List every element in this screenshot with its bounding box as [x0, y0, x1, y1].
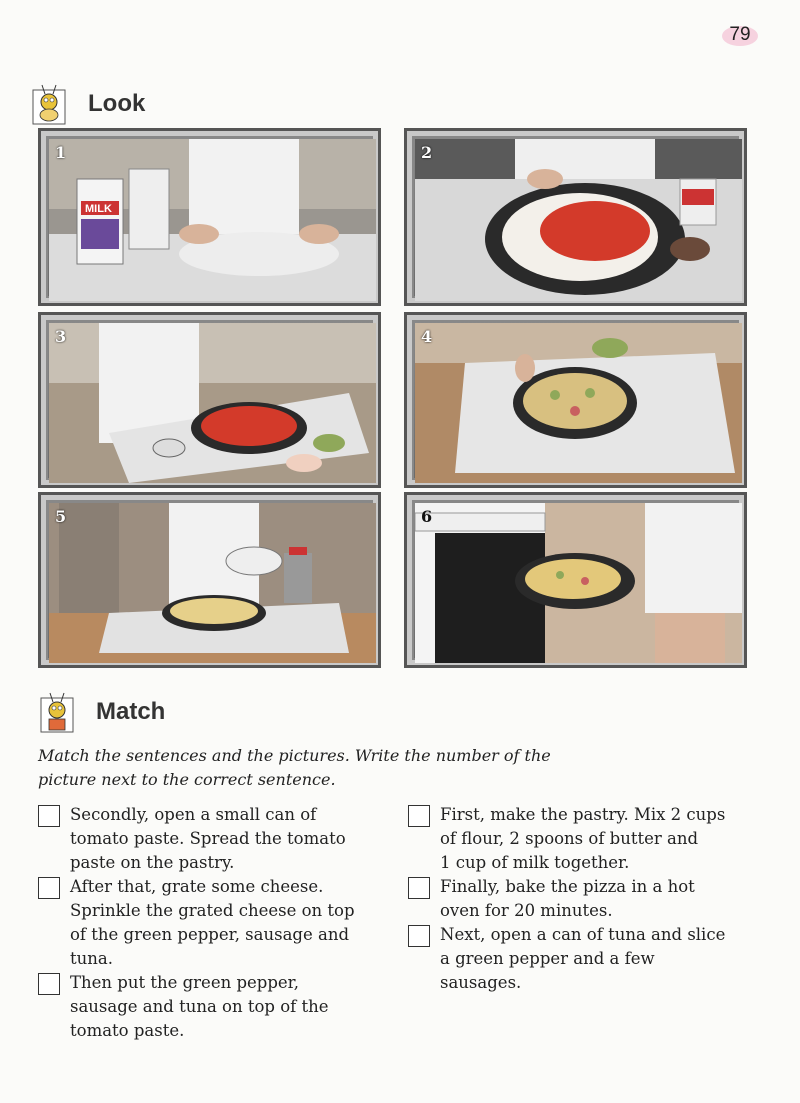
baking-pizza-oven-photo	[415, 503, 742, 663]
answer-checkbox[interactable]	[408, 877, 430, 899]
answer-checkbox[interactable]	[38, 877, 60, 899]
photo-number: 1	[55, 143, 67, 162]
photo-number: 5	[55, 507, 67, 526]
match-item	[38, 971, 378, 1043]
match-item	[38, 875, 378, 971]
match-sentence: First, make the pastry. Mix 2 cups of flour, 2 spoons of butter and 1 cup of milk together.	[440, 805, 726, 872]
answer-checkbox[interactable]	[408, 805, 430, 827]
look-section-header	[32, 82, 145, 126]
milk-carton-label: MILK	[85, 203, 112, 215]
match-sentence: Secondly, open a small can of tomato paste. Spread the tomato paste on the pastry.	[70, 805, 346, 872]
photo-2	[404, 128, 747, 306]
photo-1	[38, 128, 381, 306]
spreading-tomato-paste-photo	[415, 139, 742, 301]
photo-5	[38, 492, 381, 668]
answer-checkbox[interactable]	[38, 805, 60, 827]
photo-3	[38, 312, 381, 488]
photo-number: 6	[421, 507, 433, 526]
match-sentence: Then put the green pepper, sausage and tuna on top of the tomato paste.	[70, 973, 329, 1040]
match-instructions: Match the sentences and the pictures. Write the number of the picture next to the correct sentence.	[38, 746, 551, 789]
cricket-mascot-icon	[32, 82, 66, 126]
match-section-header	[40, 690, 165, 734]
adding-toppings-photo	[415, 323, 742, 483]
answer-checkbox[interactable]	[38, 973, 60, 995]
photo-number: 3	[55, 327, 67, 346]
sprinkling-cheese-photo	[49, 503, 376, 663]
match-sentence: Next, open a can of tuna and slice a green pepper and a few sausages.	[440, 925, 726, 992]
look-title: Look	[88, 90, 146, 117]
mixing-dough-photo	[49, 139, 376, 301]
match-item	[408, 803, 768, 875]
match-title: Match	[96, 698, 166, 725]
match-sentence: After that, grate some cheese. Sprinkle the grated cheese on top of the green pepper, sausage and tuna.	[70, 877, 355, 968]
match-sentence: Finally, bake the pizza in a hot oven for 20 minutes.	[440, 877, 695, 920]
photo-number: 4	[421, 327, 433, 346]
match-right-column	[408, 803, 768, 995]
page-number: 79	[720, 20, 760, 50]
match-item	[408, 875, 768, 923]
match-item	[408, 923, 768, 995]
match-item	[38, 803, 378, 875]
match-left-column	[38, 803, 378, 1043]
opening-tuna-can-photo	[49, 323, 376, 483]
answer-checkbox[interactable]	[408, 925, 430, 947]
photo-6	[404, 492, 747, 668]
photo-4	[404, 312, 747, 488]
cricket-mascot-icon	[40, 690, 74, 734]
photo-number: 2	[421, 143, 433, 162]
